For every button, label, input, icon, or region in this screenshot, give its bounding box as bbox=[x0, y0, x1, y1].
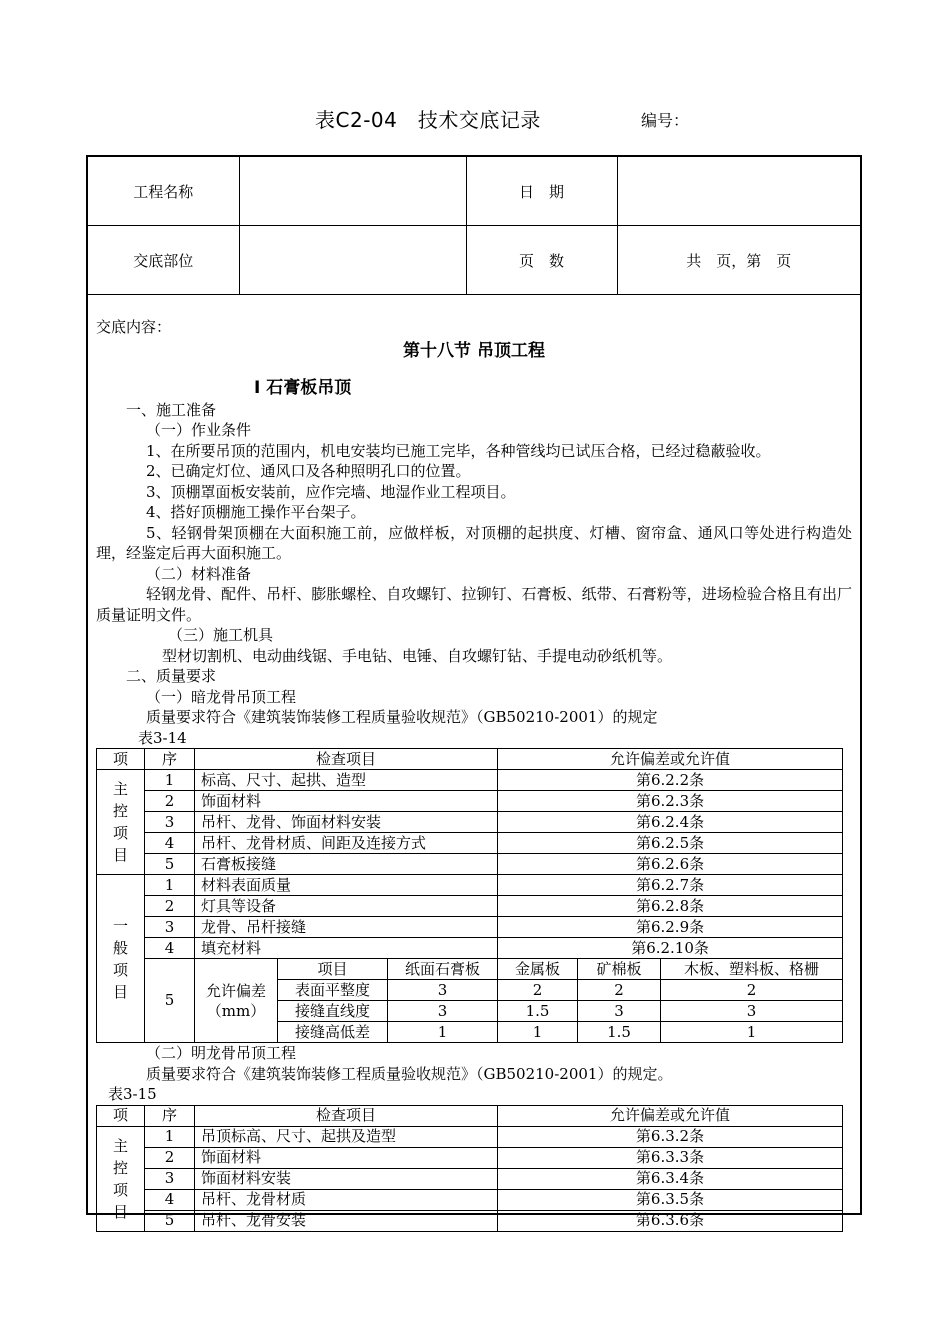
tol-value: 3 bbox=[578, 1001, 661, 1022]
table-row bbox=[97, 854, 843, 875]
subheading-line: （二）明龙骨吊顶工程 bbox=[146, 1044, 297, 1062]
row-item: 填充材料 bbox=[195, 938, 498, 959]
header-item: 项 bbox=[97, 1105, 145, 1126]
heading-line: 二、质量要求 bbox=[126, 667, 217, 685]
row-item: 饰面材料 bbox=[195, 1147, 498, 1168]
row-item: 吊杆、龙骨安装 bbox=[195, 1210, 498, 1231]
subheading-line: （一）作业条件 bbox=[146, 421, 252, 439]
tolerance-header-row bbox=[97, 959, 843, 980]
subheading-line: （二）材料准备 bbox=[146, 564, 252, 583]
row-value: 第6.3.2条 bbox=[498, 1126, 843, 1147]
pages-label: 页 数 bbox=[466, 226, 617, 295]
subheading-line: （一）暗龙骨吊顶工程 bbox=[146, 687, 297, 706]
text-line: 4、搭好顶棚施工操作平台架子。 bbox=[146, 503, 366, 521]
header-value: 允许偏差或允许值 bbox=[498, 749, 843, 770]
row-item: 龙骨、吊杆接缝 bbox=[195, 917, 498, 938]
table-row bbox=[97, 938, 843, 959]
date-field[interactable] bbox=[617, 157, 860, 226]
table-caption: 表3-15 bbox=[108, 1085, 157, 1103]
row-seq: 3 bbox=[145, 917, 195, 938]
row-seq: 2 bbox=[145, 791, 195, 812]
row-value: 第6.3.3条 bbox=[498, 1147, 843, 1168]
info-row bbox=[88, 157, 860, 226]
record-frame bbox=[86, 155, 862, 1229]
section-title: 第十八节 吊顶工程 bbox=[403, 340, 545, 361]
info-table bbox=[88, 157, 860, 295]
row-seq: 2 bbox=[145, 1147, 195, 1168]
row-value: 第6.2.2条 bbox=[498, 770, 843, 791]
pages-value: 共 页，第 页 bbox=[617, 226, 860, 295]
row-value: 第6.2.7条 bbox=[498, 875, 843, 896]
main-control-label bbox=[97, 770, 145, 875]
row-item: 灯具等设备 bbox=[195, 896, 498, 917]
row-item: 石膏板接缝 bbox=[195, 854, 498, 875]
tol-value: 3 bbox=[388, 980, 498, 1001]
main-control-text: 主控项目 bbox=[113, 780, 129, 864]
tol-head-gypsum: 纸面石膏板 bbox=[388, 959, 498, 980]
tol-value: 1 bbox=[498, 1022, 578, 1043]
location-field[interactable] bbox=[239, 226, 466, 295]
table-row bbox=[97, 1189, 843, 1210]
general-label bbox=[97, 875, 145, 1043]
text-line: 3、顶棚罩面板安装前，应作完墙、地湿作业工程项目。 bbox=[146, 482, 516, 501]
row-seq: 3 bbox=[145, 812, 195, 833]
table-row bbox=[97, 1168, 843, 1189]
header-check: 检查项目 bbox=[195, 749, 498, 770]
tolerance-label bbox=[195, 959, 278, 1043]
row-value: 第6.2.9条 bbox=[498, 917, 843, 938]
tol-item: 表面平整度 bbox=[278, 980, 388, 1001]
row-value: 第6.3.5条 bbox=[498, 1189, 843, 1210]
table-header-row bbox=[97, 749, 843, 770]
heading-line: 一、施工准备 bbox=[126, 400, 217, 419]
header-seq: 序 bbox=[145, 1105, 195, 1126]
text-line: 质量要求符合《建筑装饰装修工程质量验收规范》（GB50210-2001）的规定 bbox=[146, 708, 658, 726]
row-seq: 1 bbox=[145, 1126, 195, 1147]
text-line: 质量要求符合《建筑装饰装修工程质量验收规范》（GB50210-2001）的规定。 bbox=[146, 1064, 673, 1083]
location-label: 交底部位 bbox=[88, 226, 239, 295]
row-seq: 2 bbox=[145, 896, 195, 917]
row-seq: 4 bbox=[145, 938, 195, 959]
document-title: 表C2-04 技术交底记录 bbox=[315, 108, 541, 132]
table-row bbox=[97, 875, 843, 896]
tol-head-wood: 木板、塑料板、格栅 bbox=[661, 959, 843, 980]
tol-value: 2 bbox=[578, 980, 661, 1001]
content-label: 交底内容： bbox=[96, 318, 172, 336]
subheading-line: （三）施工机具 bbox=[168, 626, 274, 644]
tol-value: 3 bbox=[388, 1001, 498, 1022]
tol-item: 接缝直线度 bbox=[278, 1001, 388, 1022]
tol-head-item: 项目 bbox=[278, 959, 388, 980]
table-row bbox=[97, 1147, 843, 1168]
row-seq: 5 bbox=[145, 1210, 195, 1231]
table-row bbox=[97, 896, 843, 917]
text-line: 1、在所要吊顶的范围内，机电安装均已施工完毕，各种管线均已试压合格，已经过稳蔽验收。 bbox=[146, 441, 771, 460]
tol-head-metal: 金属板 bbox=[498, 959, 578, 980]
row-item: 吊杆、龙骨材质、间距及连接方式 bbox=[195, 833, 498, 854]
header-check: 检查项目 bbox=[195, 1105, 498, 1126]
table-row bbox=[97, 917, 843, 938]
text-line: 型材切割机、电动曲线锯、手电钻、电锤、自攻螺钉钻、手提电动砂纸机等。 bbox=[162, 646, 673, 665]
tolerance-text: 允许偏差（mm） bbox=[205, 981, 266, 1020]
row-item: 饰面材料 bbox=[195, 791, 498, 812]
row-value: 第6.3.4条 bbox=[498, 1168, 843, 1189]
row-seq: 5 bbox=[145, 854, 195, 875]
row-value: 第6.3.6条 bbox=[498, 1210, 843, 1231]
row-item: 标高、尺寸、起拱、造型 bbox=[195, 770, 498, 791]
row-seq: 3 bbox=[145, 1168, 195, 1189]
header-seq: 序 bbox=[145, 749, 195, 770]
tol-value: 1 bbox=[388, 1022, 498, 1043]
table-row bbox=[97, 833, 843, 854]
table-header-row bbox=[97, 1105, 843, 1126]
tol-value: 1.5 bbox=[498, 1001, 578, 1022]
row-value: 第6.2.5条 bbox=[498, 833, 843, 854]
row-seq: 1 bbox=[145, 875, 195, 896]
row-value: 第6.2.6条 bbox=[498, 854, 843, 875]
table-row bbox=[97, 791, 843, 812]
table-3-15 bbox=[96, 1105, 843, 1232]
table-row bbox=[97, 812, 843, 833]
row-item: 吊杆、龙骨材质 bbox=[195, 1189, 498, 1210]
row-seq: 4 bbox=[145, 833, 195, 854]
row-item: 材料表面质量 bbox=[195, 875, 498, 896]
tol-value: 2 bbox=[661, 980, 843, 1001]
tol-item: 接缝高低差 bbox=[278, 1022, 388, 1043]
tol-value: 3 bbox=[661, 1001, 843, 1022]
main-control-label bbox=[97, 1126, 145, 1231]
row-item: 吊杆、龙骨、饰面材料安装 bbox=[195, 812, 498, 833]
tol-value: 2 bbox=[498, 980, 578, 1001]
row-value: 第6.2.4条 bbox=[498, 812, 843, 833]
sub-title: Ⅰ 石膏板吊顶 bbox=[254, 377, 352, 398]
header-value: 允许偏差或允许值 bbox=[498, 1105, 843, 1126]
date-label: 日 期 bbox=[466, 157, 617, 226]
row-item: 吊顶标高、尺寸、起拱及造型 bbox=[195, 1126, 498, 1147]
row-seq: 4 bbox=[145, 1189, 195, 1210]
disclosure-content bbox=[88, 317, 860, 1232]
text-paragraph: 5、轻钢骨架顶棚在大面积施工前，应做样板，对顶棚的起拱度、灯槽、窗帘盒、通风口等处进行构造处理，经鉴定后再大面积施工。 bbox=[96, 523, 852, 562]
tol-head-mineral: 矿棉板 bbox=[578, 959, 661, 980]
row-item: 饰面材料安装 bbox=[195, 1168, 498, 1189]
project-name-field[interactable] bbox=[239, 157, 466, 226]
project-name-label: 工程名称 bbox=[88, 157, 239, 226]
text-line: 2、已确定灯位、通风口及各种照明孔口的位置。 bbox=[146, 462, 471, 480]
title-row bbox=[0, 104, 950, 134]
table-3-14 bbox=[96, 748, 843, 1043]
row-value: 第6.2.8条 bbox=[498, 896, 843, 917]
row-value: 第6.2.10条 bbox=[498, 938, 843, 959]
tol-value: 1.5 bbox=[578, 1022, 661, 1043]
document-number-label: 编号： bbox=[641, 111, 690, 130]
main-control-text: 主控项目 bbox=[113, 1136, 129, 1221]
table-row bbox=[97, 1126, 843, 1147]
table-row bbox=[97, 1210, 843, 1231]
tol-value: 1 bbox=[661, 1022, 843, 1043]
row-seq: 5 bbox=[145, 959, 195, 1043]
info-row bbox=[88, 226, 860, 295]
general-text: 一般项目 bbox=[113, 916, 129, 1001]
table-caption: 表3-14 bbox=[138, 728, 187, 747]
row-seq: 1 bbox=[145, 770, 195, 791]
text-paragraph: 轻钢龙骨、配件、吊杆、膨胀螺栓、自攻螺钉、拉铆钉、石膏板、纸带、石膏粉等，进场检验合格且有出厂质量证明文件。 bbox=[96, 585, 852, 624]
header-item: 项 bbox=[97, 749, 145, 770]
table-row bbox=[97, 770, 843, 791]
row-value: 第6.2.3条 bbox=[498, 791, 843, 812]
